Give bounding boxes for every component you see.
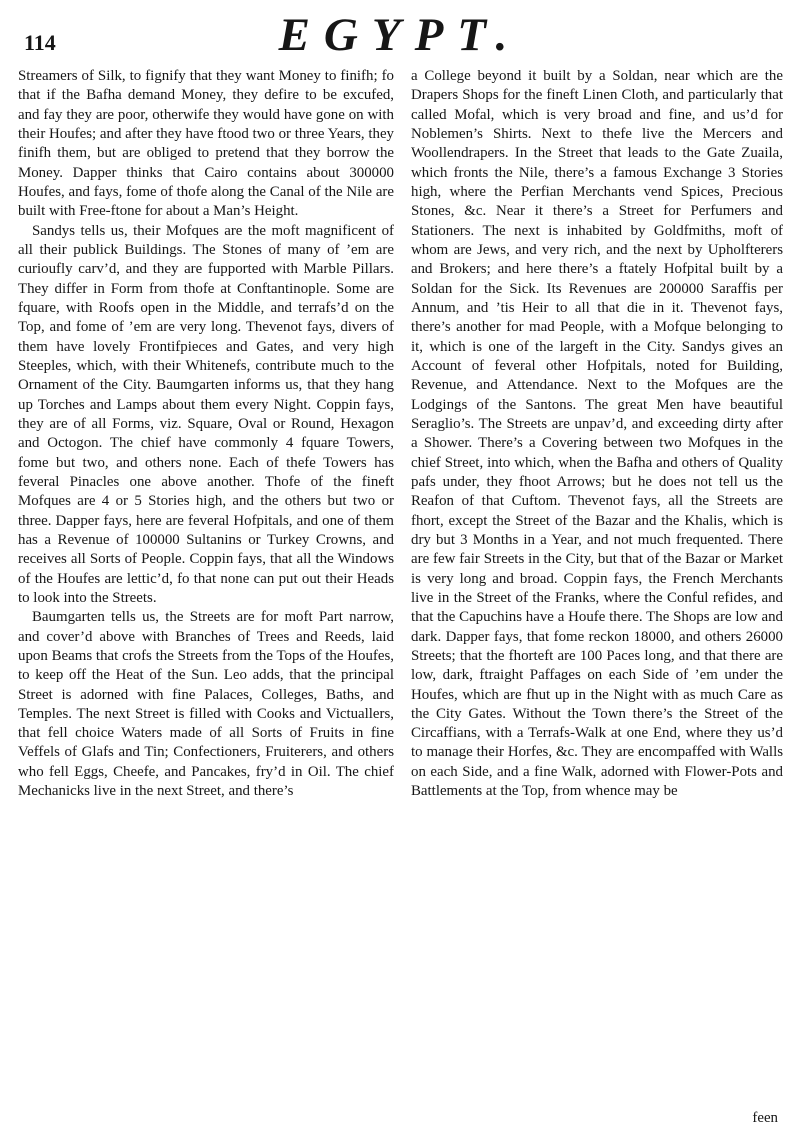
paragraph: Streamers of Silk, to fignify that they want Money to finifh; fo that if the Bafha demand Money, they defire to be excufed, and fay they are poor, otherwife they would have gone on with their Houfes; and after they have ftood two or three Years, they finifh them, but are obliged to pretend that they borrow the Money. Dapper thinks that Cairo contains about 300000 Houfes, and fays, fome of thofe along the Canal of the Nile are built with Free-ftone for about a Man’s Height. (18, 68, 394, 220)
right-column (411, 67, 783, 801)
page-header (0, 6, 800, 66)
catchword: feen (752, 1110, 778, 1126)
paragraph: Baumgarten tells us, the Streets are for moft Part narrow, and cover’d above with Branches of Trees and Reeds, laid upon Beams that crofs the Streets from the Tops of the Houfes, to keep off the Heat of the Sun. Leo adds, that the principal Street is adorned with fine Palaces, Colleges, Baths, and Temples. The next Street is filled with Cooks and Victuallers, that fell choice Waters made of all Sorts of Fruits in fine Veffels of Glafs and Tin; Confectioners, Fruiterers, and others who fell Eggs, Cheefe, and Pancakes, fry’d in Oil. The chief Mechanicks live in the next Street, and there’s (18, 609, 394, 800)
paragraph: a College beyond it built by a Soldan, near which are the Drapers Shops for the fineft Linen Cloth, and particularly that called Mofal, which is very broad and fine, and us’d for Noblemen’s Shirts. Next to thefe live the Mercers and Woollendrapers. In the Street that leads to the Gate Zuaila, which fronts the Nile, there’s a famous Exchange 3 Stories high, where the Perfian Merchants vend Spices, Precious Stones, &c. Near it there’s a Street for Perfumers and Stationers. The next is inhabited by Goldfmiths, moft of whom are Jews, and very rich, and the next by Upholfterers and Brokers; and here there’s a ftately Hofpital built by a Soldan for the Sick. Its Revenues are 200000 Saraffis per Annum, and ’tis Heir to all that die in it. Thevenot fays, there’s another for mad People, with a Mofque belonging to it, which is one of the largeft in the City. Sandys gives an Account of feveral other Hofpitals, noted for Building, Revenue, and Attendance. Next to the Mofques are the Lodgings of the Santons. The great Men have beautiful Seraglio’s. The Streets are unpav’d, and exceeding dirty after a Shower. There’s a Covering between two Mofques in the chief Street, into which, when the Bafha and others of Quality pafs under, they fhoot Arrows; but he does not tell us the Reafon of that Cuftom. Thevenot fays, all the Streets are fhort, except the Street of the Bazar and the Khalis, which is dry but 3 Months in a Year, and not much frequented. There are few fair Streets in the City, but that of the Bazar or Market is very long and broad. Coppin fays, the French Merchants live in the Street of the Franks, where the Conful refides, and that the Capuchins have a Houfe there. The Shops are low and dark. Dapper fays, that fome reckon 18000, and others 26000 Streets; that the fhorteft are 100 Paces long, and that there are low, dark, ftraight Paffages on each Side of ’em under the Houfes, which are fhut up in the Night with as much Care as the City Gates. Without the Town there’s the Street of the Circaffians, with a Terrafs-Walk at one End, where they us’d to manage their Horfes, &c. They are encompaffed with Walls on each Side, and a fine Walk, adorned with Flower-Pots and Battlements at the Top, from whence may be (411, 68, 783, 800)
left-column (18, 67, 394, 801)
paragraph: Sandys tells us, their Mofques are the moft magnificent of all their publick Buildings. The Stones of many of ’em are curioufly carv’d, and they are fupported with Marble Pillars. They differ in Form from thofe at Conftantinople. Some are fquare, with Roofs open in the Middle, and terrafs’d on the Top, and fome of ’em are very long. Thevenot fays, divers of them have lovely Frontifpieces and Gates, and very high Steeples, which, with their Whitenefs, contribute much to the Ornament of the City. Baumgarten informs us, that they hang up Torches and Lamps about them every Night. Coppin fays, they are of all Forms, viz. Square, Oval or Round, Hexagon and Octogon. The chief have commonly 4 fquare Towers, fome but two, and others none. Each of thefe Towers has feveral Pinacles one above another. Thofe of the fineft Mofques are 4 or 5 Stories high, and the others but two or three. Dapper fays, here are feveral Hofpitals, and one of them has a Revenue of 100000 Sultanins or Turkey Crowns, and receives all Sorts of People. Coppin fays, that all the Windows of the Houfes are lettic’d, fo that none can put out their Heads to look into the Streets. (18, 222, 394, 606)
page-number: 114 (24, 30, 56, 55)
running-title: EGYPT. (278, 9, 522, 61)
